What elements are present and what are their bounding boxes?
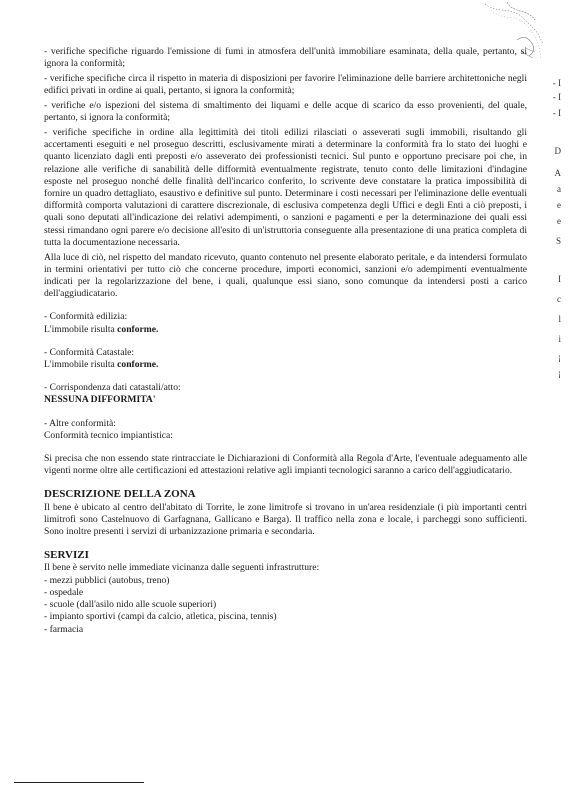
list-item: - farmacia (44, 623, 84, 635)
zone-description: Il bene è ubicato al centro dell'abitato di Torrite, le zone limitrofe si trovano in un'area residenziale (i più importanti centri limitrofi sono Castelnuovo di Garfagnana, Gallicano e Barga). Il traffico nella zona e locale, i parcheggi sono sufficienti. Sono inoltre presenti i servizi di urbanizzazione primaria e secondaria. (44, 501, 527, 538)
margin-mark: - I (552, 92, 561, 102)
conformity-block (44, 418, 527, 442)
conformity-block (44, 311, 527, 335)
margin-mark: c (557, 294, 561, 304)
margin-mark: e (557, 200, 561, 210)
zone-heading: DESCRIZIONE DELLA ZONA (44, 488, 196, 501)
conformity-result: conforme. (117, 359, 159, 371)
limitation-bullet: - verifiche specifiche circa il rispetto in materia di disposizioni per favorire l'eliminazione delle barriere architettoniche negli edifici privati in ordine ai quali, pertanto, si ignora la conformità; (44, 73, 527, 97)
margin-mark: i (558, 334, 561, 344)
services-list (44, 575, 527, 636)
conclusion-paragraph: Alla luce di ciò, nel rispetto del mandato ricevuto, quanto contenuto nel presente elaborato peritale, e da intendersi formulato in termini orientativi per tutto ciò che concerne procedure, importi economici, sanzioni e/o adempimenti eventualmente indicati per la regolarizzazione del bene, i quali, qualunque essi siano, sono comunque da intendersi posti a carico dell'aggiudicatario. (44, 251, 527, 300)
margin-mark: ¡ (558, 368, 561, 378)
conformity-label: - Conformità edilizia: (44, 311, 128, 323)
margin-mark: - I (552, 78, 561, 88)
right-margin-marks (543, 60, 565, 800)
limitation-bullet: - verifiche specifiche in ordine alla legittimità dei titoli edilizi rilasciati o asseverati sugli immobili, risultando gli accertamenti eseguiti e nel proseguo descritti, esclusivamente mirati a determinare la conformità fra lo stato dei luoghi e quanto licenziato dagli enti preposti e/o asseverato dei professionisti tecnici. Sul punto e opportuno precisare poi che, in relazione alle verifiche di sanabilità delle difformità eventualmente registrate, tenuto conto delle limitazioni d'indagine esposte nel proseguo nonché delle finalità dell'incarico conferito, lo scrivente deve constatare la pratica impossibilità di fornire un quadro dettagliato, esaustivo e definitive sul punto. Determinare i costi necessari per l'eliminazione delle eventuali difformità comporta valutazioni di carattere discrezionale, di esclusiva competenza degli Uffici e degli Enti a ciò preposti, i quali sono deputati all'indicazione dei relativi adempimenti, o sanzioni e pagamenti e per la determinazione dei quali essi stessi rimandano ogni parere e/o decisione all'esito di un'istruttoria conseguente alla presentazione di una pratica completa di tutta la documentazione necessaria. (44, 127, 527, 248)
limitation-bullet: - verifiche specifiche riguardo l'emissione di fumi in atmosfera dell'unità immobiliare esaminata, della quale, pertanto, si ignora la conformità; (44, 46, 527, 70)
margin-mark: e (557, 216, 561, 226)
list-item: - scuole (dall'asilo nido alle scuole superiori) (44, 599, 217, 611)
conformity-label: - Corrispondenza dati catastali/atto: (44, 382, 181, 394)
services-intro: Il bene è servito nelle immediate vicinanza dalle seguenti infrastrutture: (44, 562, 320, 574)
margin-mark: l (558, 314, 561, 324)
footer-rule (14, 782, 144, 783)
services-heading: SERVIZI (44, 549, 89, 562)
margin-mark: S (555, 236, 561, 246)
limitation-bullet: - verifiche e/o ispezioni del sistema di smaltimento dei liquami e delle acque di scarico da esso provenienti, del quale, pertanto, si ignora la conformità; (44, 100, 527, 124)
margin-mark: a (557, 184, 561, 194)
conformity-value: L'immobile risulta conforme. (44, 359, 159, 371)
list-item: - impianto sportivi (campi da calcio, atletica, piscina, tennis) (44, 611, 277, 623)
conformity-block (44, 347, 527, 371)
conformity-label: - Conformità Catastale: (44, 346, 135, 358)
margin-mark: A (554, 168, 561, 178)
list-item: - ospedale (44, 586, 84, 598)
margin-mark: I (558, 274, 561, 284)
list-item: - mezzi pubblici (autobus, treno) (44, 574, 170, 586)
conformity-result: conforme. (117, 323, 159, 335)
conformity-value: Conformità tecnico impiantistica: (44, 429, 173, 441)
margin-mark: ¡ (558, 352, 561, 362)
document-body (44, 46, 527, 636)
technical-note: Si precisa che non essendo state rintracciate le Dichiarazioni di Conformità alla Regola d'Arte, l'eventuale adeguamento alle vigenti norme oltre alle certificazioni ed attestazioni relative agli impianti tecnologici saranno a carico dell'aggiudicatario. (44, 453, 527, 477)
conformity-block (44, 382, 527, 406)
margin-mark: D (554, 146, 561, 156)
conformity-result: NESSUNA DIFFORMITA' (44, 394, 156, 406)
margin-mark: - I (552, 108, 561, 118)
conformity-value: L'immobile risulta conforme. (44, 323, 159, 335)
conformity-label: - Altre conformità: (44, 417, 116, 429)
